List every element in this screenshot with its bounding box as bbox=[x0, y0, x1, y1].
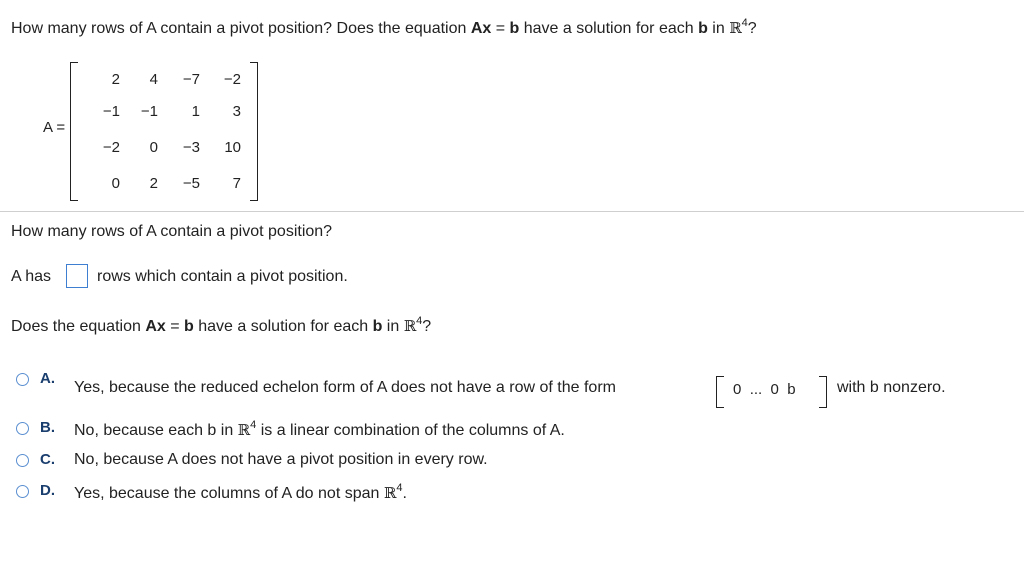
matrix-cell: 0 bbox=[149, 139, 158, 156]
option-b-text: No, because each b in ℝ$^4$ is a linear combination of the columns of A. bbox=[74, 419, 565, 439]
option-a-text: Yes, because the reduced echelon form of A does not have a row of the form bbox=[74, 379, 616, 396]
matrix-cell: −1 bbox=[102, 103, 120, 120]
matrix-cell: 1 bbox=[191, 103, 200, 120]
option-c-radio[interactable] bbox=[16, 454, 29, 467]
matrix-cell: −2 bbox=[102, 139, 120, 156]
matrix-cell: 4 bbox=[149, 71, 158, 88]
pivot-count-input[interactable] bbox=[66, 264, 88, 288]
option-b-radio[interactable] bbox=[16, 422, 29, 435]
option-c-text: No, because A does not have a pivot position in every row. bbox=[74, 451, 488, 468]
matrix-label: A = bbox=[43, 119, 66, 136]
matrix-cell: 10 bbox=[224, 139, 241, 156]
part-a-prefix: A has bbox=[11, 268, 52, 285]
matrix-cell: −2 bbox=[223, 71, 241, 88]
divider bbox=[0, 211, 1024, 212]
part-a-suffix: rows which contain a pivot position. bbox=[97, 268, 348, 285]
option-d-radio[interactable] bbox=[16, 485, 29, 498]
part-b-question: Does the equation Ax = b have a solution for each b in ℝ$^4$? bbox=[11, 315, 432, 335]
option-d-text: Yes, because the columns of A do not span ℝ$^4$. bbox=[74, 482, 407, 502]
row-right-bracket bbox=[819, 376, 827, 408]
option-a-radio[interactable] bbox=[16, 373, 29, 386]
matrix-cell: 3 bbox=[232, 103, 241, 120]
option-a-letter: A. bbox=[40, 370, 55, 387]
matrix-cell: −1 bbox=[140, 103, 158, 120]
matrix-cell: −7 bbox=[182, 71, 200, 88]
row-left-bracket bbox=[716, 376, 724, 408]
option-c-letter: C. bbox=[40, 451, 55, 468]
matrix-cell: 2 bbox=[111, 71, 120, 88]
matrix-left-bracket bbox=[70, 62, 78, 201]
matrix-cell: 0 bbox=[111, 175, 120, 192]
question-text: How many rows of A contain a pivot position? Does the equation Ax = b have a solution for each b in ℝ$^4$? bbox=[11, 17, 757, 37]
option-b-letter: B. bbox=[40, 419, 55, 436]
option-a-after: with b nonzero. bbox=[837, 379, 946, 396]
matrix-cell: −3 bbox=[182, 139, 200, 156]
part-a-question: How many rows of A contain a pivot position? bbox=[11, 223, 333, 240]
matrix-right-bracket bbox=[250, 62, 258, 201]
matrix-cell: 7 bbox=[232, 175, 241, 192]
row-form: 0 ... 0 b bbox=[733, 381, 796, 398]
matrix-cell: 2 bbox=[149, 175, 158, 192]
matrix-cell: −5 bbox=[182, 175, 200, 192]
option-d-letter: D. bbox=[40, 482, 55, 499]
